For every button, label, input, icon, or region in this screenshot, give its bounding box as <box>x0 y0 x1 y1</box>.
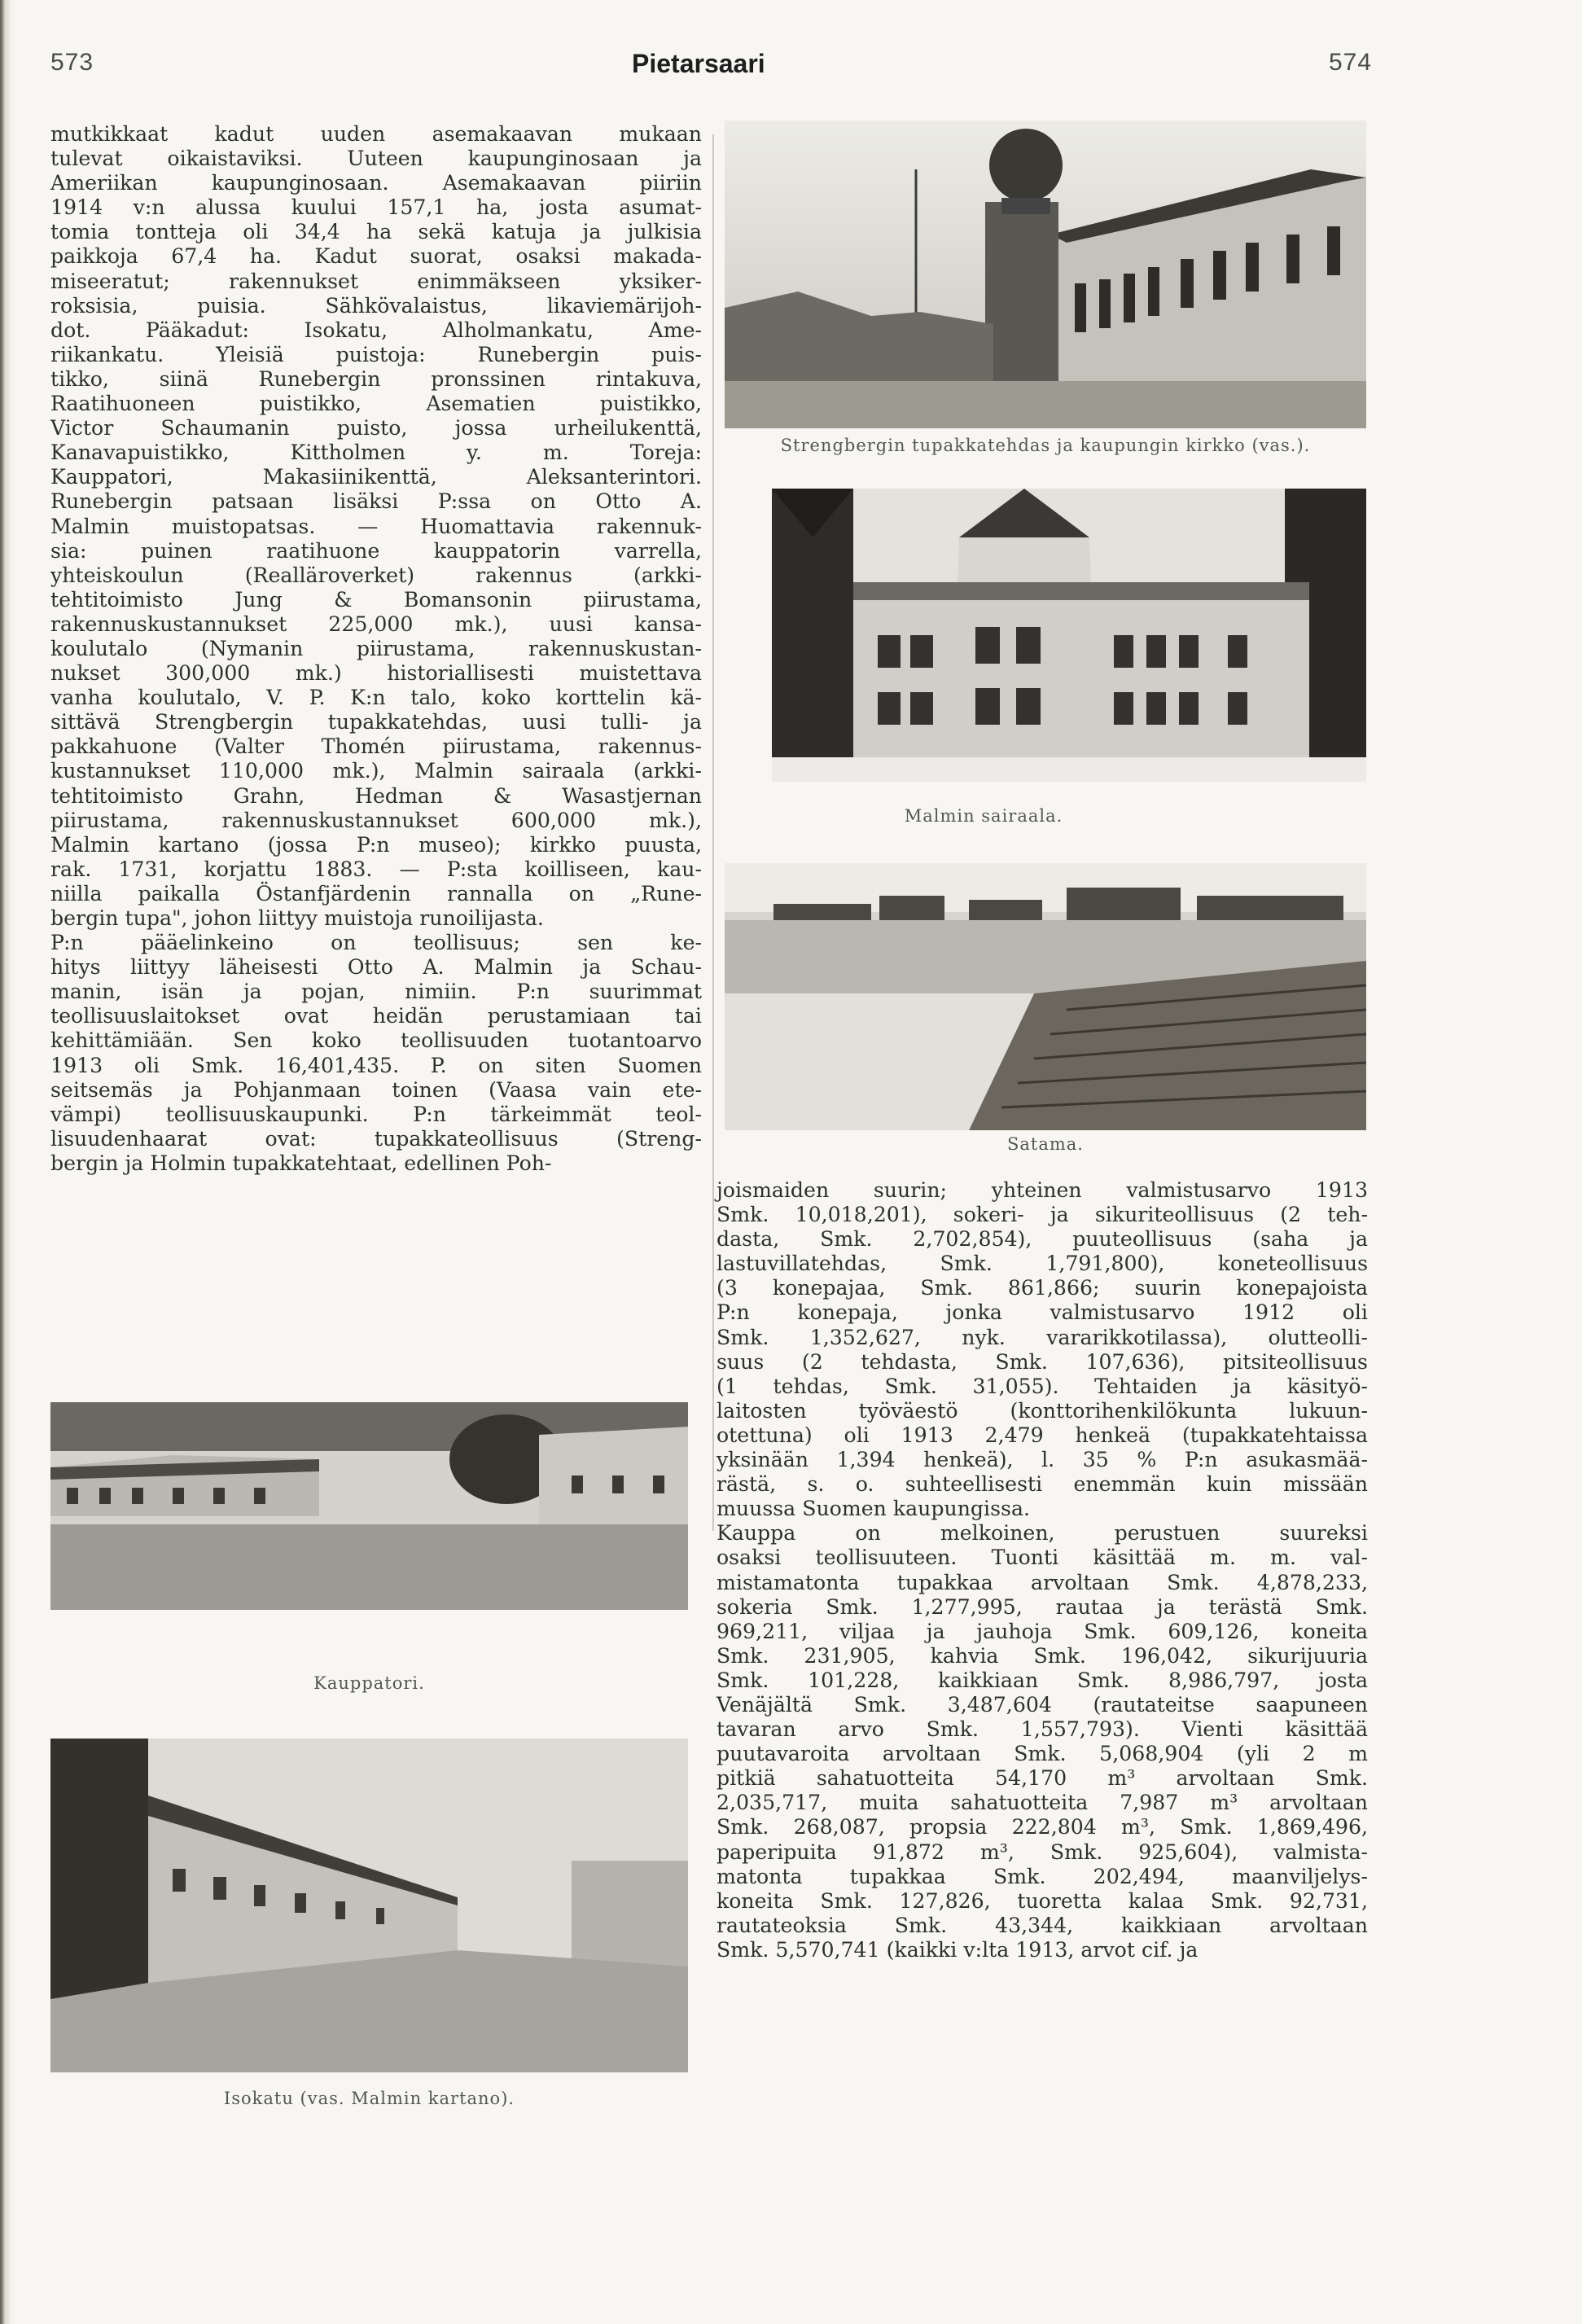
text-line: rakennuskustannukset 225,000 mk.), uusi kansa- <box>50 612 702 636</box>
text-line: roksisia, puisia. Sähkövalaistus, likaviemärijoh- <box>50 293 702 318</box>
page-number-left: 573 <box>50 49 94 76</box>
text-line: paikkoja 67,4 ha. Kadut suorat, osaksi makada- <box>50 244 702 269</box>
text-line: Kauppa on melkoinen, perustuen suureksi <box>717 1521 1368 1546</box>
text-line: Raatihuoneen puistikko, Asematien puistikko, <box>50 392 702 416</box>
text-line: kustannukset 110,000 mk.), Malmin sairaala (arkki- <box>50 759 702 783</box>
text-line: Malmin kartano (jossa P:n museo); kirkko puusta, <box>50 832 702 857</box>
text-line: osaksi teollisuuteen. Tuonti käsittää m. m. val- <box>717 1546 1368 1570</box>
text-line: tulevat oikaistaviksi. Uuteen kaupunginosaan ja <box>50 147 702 171</box>
photo-malmin-hospital <box>772 489 1366 782</box>
text-line: yhteiskoulun (Realläroverket) rakennus (arkki- <box>50 563 702 587</box>
text-line: Smk. 10,018,201), sokeri- ja sikuriteollisuus (2 teh- <box>717 1203 1368 1227</box>
page-number-right: 574 <box>1329 49 1373 76</box>
caption-strengberg: Strengbergin tupakkatehdas ja kaupungin kirkko (vas.). <box>780 436 1311 455</box>
caption-isokatu: Isokatu (vas. Malmin kartano). <box>223 2089 515 2108</box>
text-line: hitys liittyy läheisesti Otto A. Malmin ja Schau- <box>50 955 702 980</box>
text-line: Kanavapuistikko, Kittholmen y. m. Toreja: <box>50 441 702 465</box>
photo-isokatu-street <box>50 1739 688 2072</box>
text-line: tomia tontteja oli 34,4 ha sekä katuja ja julkisia <box>50 220 702 244</box>
text-line: vämpi) teollisuuskaupunki. P:n tärkeimmät teol- <box>50 1102 702 1126</box>
text-line: 2,035,717, muita sahatuotteita 7,987 m³ arvoltaan <box>717 1791 1368 1815</box>
text-line: lisuudenhaarat ovat: tupakkateollisuus (Streng- <box>50 1126 702 1151</box>
text-line: tehtitoimisto Jung & Bomansonin piirustama, <box>50 587 702 612</box>
text-line: teollisuuslaitokset ovat heidän perustamiaan tai <box>50 1004 702 1028</box>
caption-malmin: Malmin sairaala. <box>904 806 1063 826</box>
text-line: Victor Schaumanin puisto, jossa urheilukenttä, <box>50 416 702 441</box>
text-line: rak. 1731, korjattu 1883. — P:sta koilliseen, kau- <box>50 857 702 881</box>
text-line: rautateoksia Smk. 43,344, kaikkiaan arvoltaan <box>717 1913 1368 1937</box>
text-line: puutavaroita arvoltaan Smk. 5,068,904 (yli 2 m <box>717 1742 1368 1766</box>
text-line: Smk. 5,570,741 (kaikki v:lta 1913, arvot cif. ja <box>717 1937 1199 1962</box>
text-line: (3 konepajaa, Smk. 861,866; suurin konepajoista <box>717 1276 1368 1300</box>
text-line: sia: puinen raatihuone kauppatorin varrella, <box>50 538 702 563</box>
text-line: koneita Smk. 127,826, tuoretta kalaa Smk. 92,731, <box>717 1888 1368 1913</box>
text-line: vanha koulutalo, V. P. K:n talo, koko korttelin kä- <box>50 686 702 710</box>
text-line: manin, isän ja pojan, nimiin. P:n suurimmat <box>50 980 702 1004</box>
text-line: dot. Pääkadut: Isokatu, Alholmankatu, Ame- <box>50 318 702 342</box>
text-line: mistamatonta tupakkaa arvoltaan Smk. 4,878,233, <box>717 1570 1368 1594</box>
text-line: niilla paikalla Östanfjärdenin rannalla on „Rune- <box>50 881 702 905</box>
caption-satama: Satama. <box>1007 1134 1084 1154</box>
text-line: P:n konepaja, jonka valmistusarvo 1912 oli <box>717 1300 1368 1325</box>
caption-kauppatori: Kauppatori. <box>313 1673 425 1693</box>
text-line: riikankatu. Yleisiä puistoja: Runebergin puis- <box>50 342 702 366</box>
text-line: Kauppatori, Makasiinikenttä, Aleksanterintori. <box>50 465 702 489</box>
text-line: joismaiden suurin; yhteinen valmistusarvo 1913 <box>717 1178 1368 1202</box>
text-line: Runebergin patsaan lisäksi P:ssa on Otto A. <box>50 489 702 514</box>
text-line: Malmin muistopatsas. — Huomattavia rakennuk- <box>50 514 702 538</box>
photo-strengberg-factory <box>725 121 1366 428</box>
text-line: Smk. 1,352,627, nyk. vararikkotilassa), olutteolli- <box>717 1325 1368 1349</box>
text-line: tavaran arvo Smk. 1,557,793). Vienti käsittää <box>717 1717 1368 1742</box>
text-line: Smk. 231,905, kahvia Smk. 196,042, sikurijuuria <box>717 1643 1368 1668</box>
text-line: rästä, s. o. suhteellisesti enemmän kuin missään <box>717 1472 1368 1497</box>
page-title: Pietarsaari <box>632 49 765 78</box>
text-line: 969,211, viljaa ja jauhoja Smk. 609,126, koneita <box>717 1619 1368 1643</box>
text-line: Ameriikan kaupunginosaan. Asemakaavan piiriin <box>50 171 702 195</box>
text-line: kehittämiään. Sen koko teollisuuden tuotantoarvo <box>50 1028 702 1053</box>
text-line: paperipuita 91,872 m³, Smk. 925,604), valmista- <box>717 1839 1368 1864</box>
text-line: Smk. 268,087, propsia 222,804 m³, Smk. 1,869,496, <box>717 1815 1368 1839</box>
text-line: Venäjältä Smk. 3,487,604 (rautateitse saapuneen <box>717 1692 1368 1717</box>
text-line: yksinään 1,394 henkeä), l. 35 % P:n asukasmää- <box>717 1448 1368 1472</box>
text-line: bergin ja Holmin tupakkatehtaat, edellinen Poh- <box>50 1151 552 1175</box>
text-line: pitkiä sahatuotteita 54,170 m³ arvoltaan Smk. <box>717 1766 1368 1791</box>
text-line: sittävä Strengbergin tupakkatehdas, uusi tulli- ja <box>50 710 702 734</box>
text-line: muussa Suomen kaupungissa. <box>717 1497 1030 1521</box>
text-line: 1913 oli Smk. 16,401,435. P. on siten Suomen <box>50 1053 702 1077</box>
text-line: mutkikkaat kadut uuden asemakaavan mukaan <box>50 122 702 146</box>
text-line: nukset 300,000 mk.) historiallisesti muistettava <box>50 661 702 686</box>
text-line: pakkahuone (Valter Thomén piirustama, rakennus- <box>50 734 702 759</box>
text-line: tehtitoimisto Grahn, Hedman & Wasastjernan <box>50 783 702 808</box>
text-line: (1 tehdas, Smk. 31,055). Tehtaiden ja käsityö- <box>717 1374 1368 1398</box>
text-line: P:n pääelinkeino on teollisuus; sen ke- <box>50 931 702 955</box>
page-binding-edge <box>0 0 18 2324</box>
text-line: miseeratut; rakennukset enimmäkseen yksiker- <box>50 269 702 293</box>
text-line: matonta tupakkaa Smk. 202,494, maanviljelys- <box>717 1864 1368 1888</box>
text-line: lastuvillatehdas, Smk. 1,791,800), koneteollisuus <box>717 1252 1368 1276</box>
text-line: Smk. 101,228, kaikkiaan Smk. 8,986,797, josta <box>717 1668 1368 1692</box>
text-line: seitsemäs ja Pohjanmaan toinen (Vaasa vain ete- <box>50 1077 702 1102</box>
column-divider <box>712 134 714 1531</box>
photo-market-square <box>50 1402 688 1610</box>
text-line: 1914 v:n alussa kuului 157,1 ha, josta asumat- <box>50 195 702 220</box>
text-line: bergin tupa", johon liittyy muistoja runoilijasta. <box>50 906 544 930</box>
text-line: sokeria Smk. 1,277,995, rautaa ja terästä Smk. <box>717 1594 1368 1619</box>
text-line: tikko, siinä Runebergin pronssinen rintakuva, <box>50 366 702 391</box>
text-line: laitosten työväestö (konttorihenkilökunta lukuun- <box>717 1398 1368 1423</box>
text-line: piirustama, rakennuskustannukset 600,000 mk.), <box>50 808 702 832</box>
text-line: koulutalo (Nymanin piirustama, rakennuskustan- <box>50 636 702 660</box>
text-line: suus (2 tehdasta, Smk. 107,636), pitsiteollisuus <box>717 1349 1368 1374</box>
text-line: otettuna) oli 1913 2,479 henkeä (tupakkatehtaissa <box>717 1423 1368 1447</box>
photo-harbour <box>725 863 1366 1130</box>
right-column-text <box>717 1178 1368 1962</box>
left-column-text <box>50 122 702 1176</box>
text-line: dasta, Smk. 2,702,854), puuteollisuus (saha ja <box>717 1227 1368 1252</box>
